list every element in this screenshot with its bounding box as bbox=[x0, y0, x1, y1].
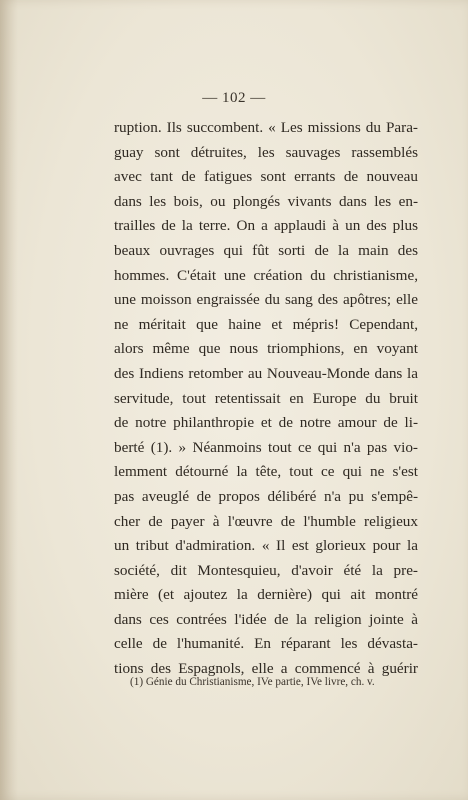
text-line: mière (et ajoutez la dernière) qui ait montré bbox=[114, 586, 418, 604]
text-line: hommes. C'était une création du christianisme, bbox=[114, 266, 418, 284]
text-line: servitude, tout retentissait en Europe du bruit bbox=[114, 389, 418, 407]
text-line: avec tant de fatigues sont errants de nouveau bbox=[114, 168, 418, 186]
text-line: dans ces contrées l'idée de la religion jointe à bbox=[114, 610, 418, 628]
text-line: de notre philanthropie et de notre amour de li- bbox=[114, 414, 418, 432]
text-line: pas aveuglé de propos délibéré n'a pu s'empê- bbox=[114, 487, 418, 505]
page-number: — 102 — bbox=[202, 90, 266, 106]
text-line: société, dit Montesquieu, d'avoir été la pre- bbox=[114, 561, 418, 579]
text-line: beaux ouvrages qui fût sorti de la main des bbox=[114, 241, 418, 259]
text-line: berté (1). » Néanmoins tout ce qui n'a pas vio- bbox=[114, 438, 418, 456]
text-line: tions des Espagnols, elle a commencé à guérir bbox=[114, 660, 418, 678]
text-line: guay sont détruites, les sauvages rassemblés bbox=[114, 143, 418, 161]
page-gutter-shadow bbox=[0, 0, 18, 800]
text-line: ne méritait que haine et mépris! Cependant, bbox=[114, 315, 418, 333]
text-line: une moisson engraissée du sang des apôtres; elle bbox=[114, 291, 418, 309]
text-line: des Indiens retomber au Nouveau-Monde dans la bbox=[114, 364, 418, 382]
text-line: un tribut d'admiration. « Il est glorieux pour la bbox=[114, 537, 418, 555]
text-line: trailles de la terre. On a applaudi à un des plus bbox=[114, 217, 418, 235]
text-line: celle de l'humanité. En réparant les dévasta- bbox=[114, 635, 418, 653]
text-line: alors même que nous triomphions, en voyant bbox=[114, 340, 418, 358]
footnote: (1) Génie du Christianisme, IVe partie, IVe livre, ch. v. bbox=[130, 676, 375, 688]
text-line: dans les bois, ou plongés vivants dans les en- bbox=[114, 192, 418, 210]
text-line: ruption. Ils succombent. « Les missions du Para- bbox=[114, 119, 418, 136]
text-line: cher de payer à l'œuvre de l'humble religieux bbox=[114, 512, 418, 530]
text-line: lemment détourné la tête, tout ce qui ne s'est bbox=[114, 463, 418, 481]
body-text bbox=[114, 116, 418, 682]
